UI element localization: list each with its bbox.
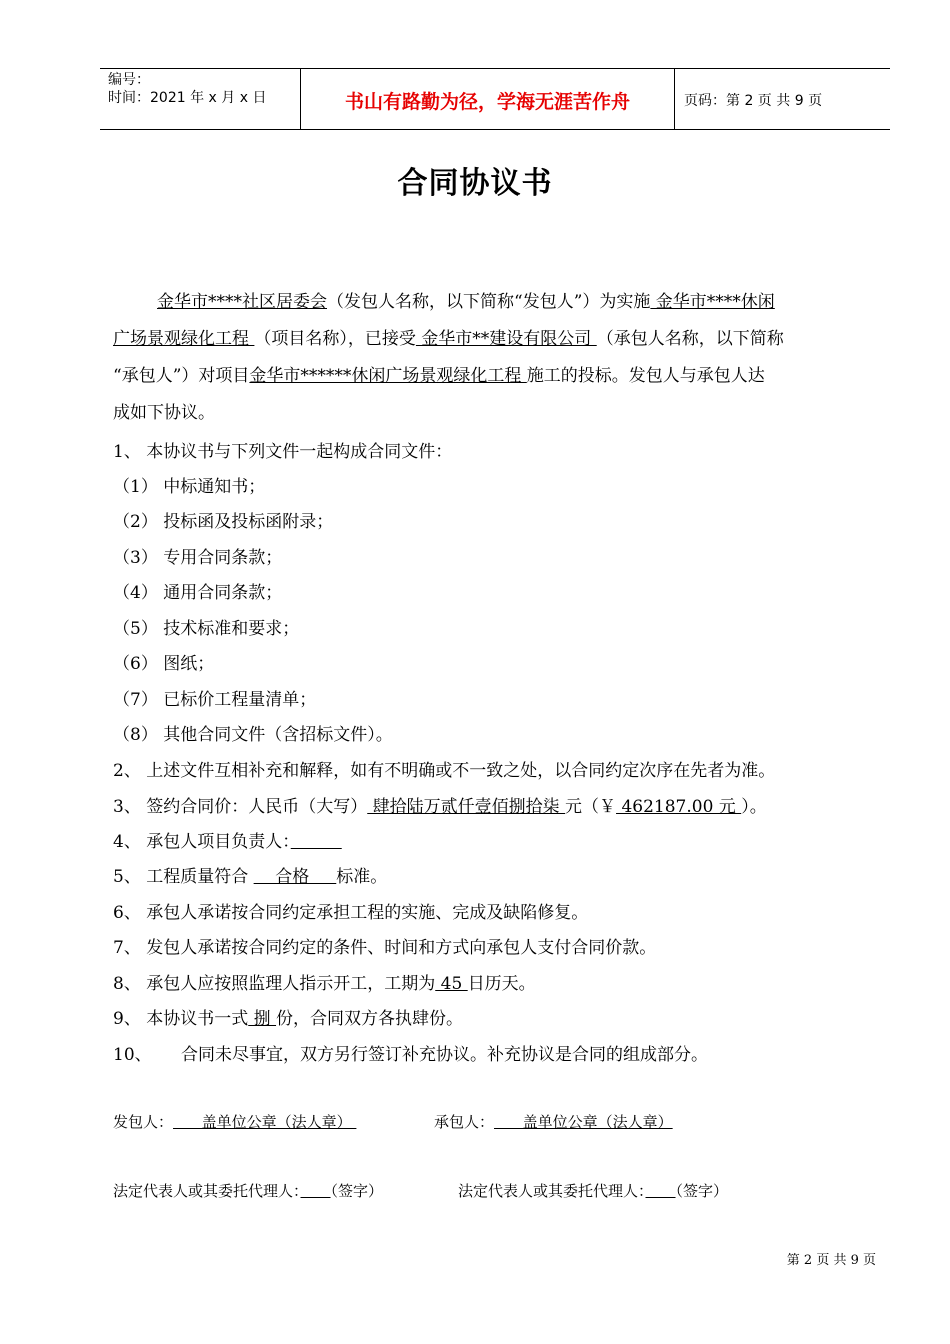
header-left — [108, 71, 298, 107]
doc-item-2: （2） 投标函及投标函附录； — [113, 512, 334, 532]
clause-5 — [113, 862, 387, 887]
date-text: 时间：2021 年 x 月 x 日 — [108, 90, 267, 106]
contract-price-number: 462187.00 元 — [616, 797, 742, 817]
rep-label: 法定代表人或其委托代理人： — [458, 1182, 646, 1200]
construction-period: 45 — [435, 974, 468, 994]
clause-5-prefix: 5、 工程质量符合 — [113, 867, 254, 887]
intro-line-4 — [113, 395, 883, 432]
doc-item-7: （7） 已标价工程量清单； — [113, 690, 317, 710]
doc-item-4: （4） 通用合同条款； — [113, 583, 283, 603]
employer-label: 发包人： — [113, 1113, 174, 1131]
intro-line-2 — [113, 321, 883, 358]
page-footer: 第 2 页 共 9 页 — [786, 1253, 876, 1268]
serial-label: 编号： — [108, 72, 150, 88]
doc-item-8: （8） 其他合同文件（含招标文件）。 — [113, 725, 393, 745]
clause-3 — [113, 792, 767, 817]
clause-10-text: 合同未尽事宜，双方另行签订补充协议。补充协议是合同的组成部分。 — [181, 1045, 708, 1065]
clause-8-prefix: 8、 承包人应按照监理人指示开工，工期为 — [113, 974, 436, 994]
clause-5-suffix: 标准。 — [336, 867, 388, 887]
intro-text: 成如下协议。 — [113, 403, 215, 423]
clause-7: 7、 发包人承诺按合同约定的条件、时间和方式向承包人支付合同价款。 — [113, 938, 657, 958]
clause-3-suffix: ）。 — [741, 797, 767, 817]
intro-text: “承包人”）对项目 — [113, 366, 250, 386]
header-divider — [674, 69, 675, 129]
clause-8 — [113, 969, 536, 994]
intro-text: （发包人名称，以下简称“发包人”）为实施 — [327, 292, 651, 312]
intro-text: （项目名称），已接受 — [254, 329, 416, 349]
doc-item-6: （6） 图纸； — [113, 654, 215, 674]
document-title: 合同协议书 — [397, 166, 553, 201]
employer-signature — [113, 1111, 356, 1132]
rep-label: 法定代表人或其委托代理人： — [113, 1182, 301, 1200]
intro-line-3 — [113, 358, 883, 395]
doc-item-3: （3） 专用合同条款； — [113, 548, 283, 568]
employer-seal: 盖单位公章（法人章） — [173, 1113, 357, 1131]
doc-item-1: （1） 中标通知书； — [113, 477, 266, 497]
project-full-name: 金华市******休闲广场景观绿化工程 — [249, 366, 527, 386]
rep-blank — [301, 1182, 331, 1200]
sign-note: （签字） — [675, 1182, 729, 1200]
clause-9-suffix: 份，合同双方各执肆份。 — [276, 1009, 464, 1029]
clause-9-prefix: 9、 本协议书一式 — [113, 1009, 249, 1029]
clause-10 — [113, 1040, 708, 1065]
clause-10-number: 10、 — [113, 1045, 152, 1065]
clause-2: 2、 上述文件互相补充和解释，如有不明确或不一致之处，以合同约定次序在先者为准。 — [113, 761, 776, 781]
intro-line-1 — [113, 284, 883, 321]
header-motto: 书山有路勤为径，学海无涯苦作舟 — [344, 91, 630, 113]
clause-3-mid: 元（￥ — [565, 797, 617, 817]
page-header — [100, 68, 890, 130]
clause-3-prefix: 3、 签约合同价：人民币（大写） — [113, 797, 368, 817]
employer-name: 金华市****社区居委会 — [157, 292, 327, 312]
doc-item-5: （5） 技术标准和要求； — [113, 619, 300, 639]
contractor-name: 金华市**建设有限公司 — [415, 329, 597, 349]
contractor-seal: 盖单位公章（法人章） — [494, 1113, 673, 1131]
clause-9 — [113, 1004, 463, 1029]
clause-4-prefix: 4、 承包人项目负责人： — [113, 832, 291, 852]
intro-paragraph — [113, 284, 883, 432]
employer-rep-signature — [113, 1180, 383, 1201]
contractor-label: 承包人： — [434, 1113, 495, 1131]
contractor-rep-signature — [458, 1180, 728, 1201]
project-manager-blank — [291, 832, 342, 852]
rep-blank — [646, 1182, 676, 1200]
clause-8-suffix: 日历天。 — [467, 974, 536, 994]
contractor-signature — [434, 1111, 673, 1132]
intro-text: 施工的投标。发包人与承包人达 — [526, 366, 765, 386]
clause-1: 1、 本协议书与下列文件一起构成合同文件： — [113, 442, 453, 462]
clause-6: 6、 承包人承诺按合同约定承担工程的实施、完成及缺陷修复。 — [113, 903, 589, 923]
quality-standard: 合格 — [253, 867, 337, 887]
intro-text: （承包人名称，以下简称 — [596, 329, 784, 349]
sign-note: （签字） — [330, 1182, 384, 1200]
project-name-part2: 广场景观绿化工程 — [113, 329, 255, 349]
header-page-info: 页码：第 2 页 共 9 页 — [684, 93, 823, 109]
clause-4 — [113, 827, 342, 852]
contract-price-words: 肆拾陆万贰仟壹佰捌拾柒 — [367, 797, 566, 817]
project-name-part1: 金华市****休闲 — [650, 292, 775, 312]
copy-count: 捌 — [248, 1009, 277, 1029]
